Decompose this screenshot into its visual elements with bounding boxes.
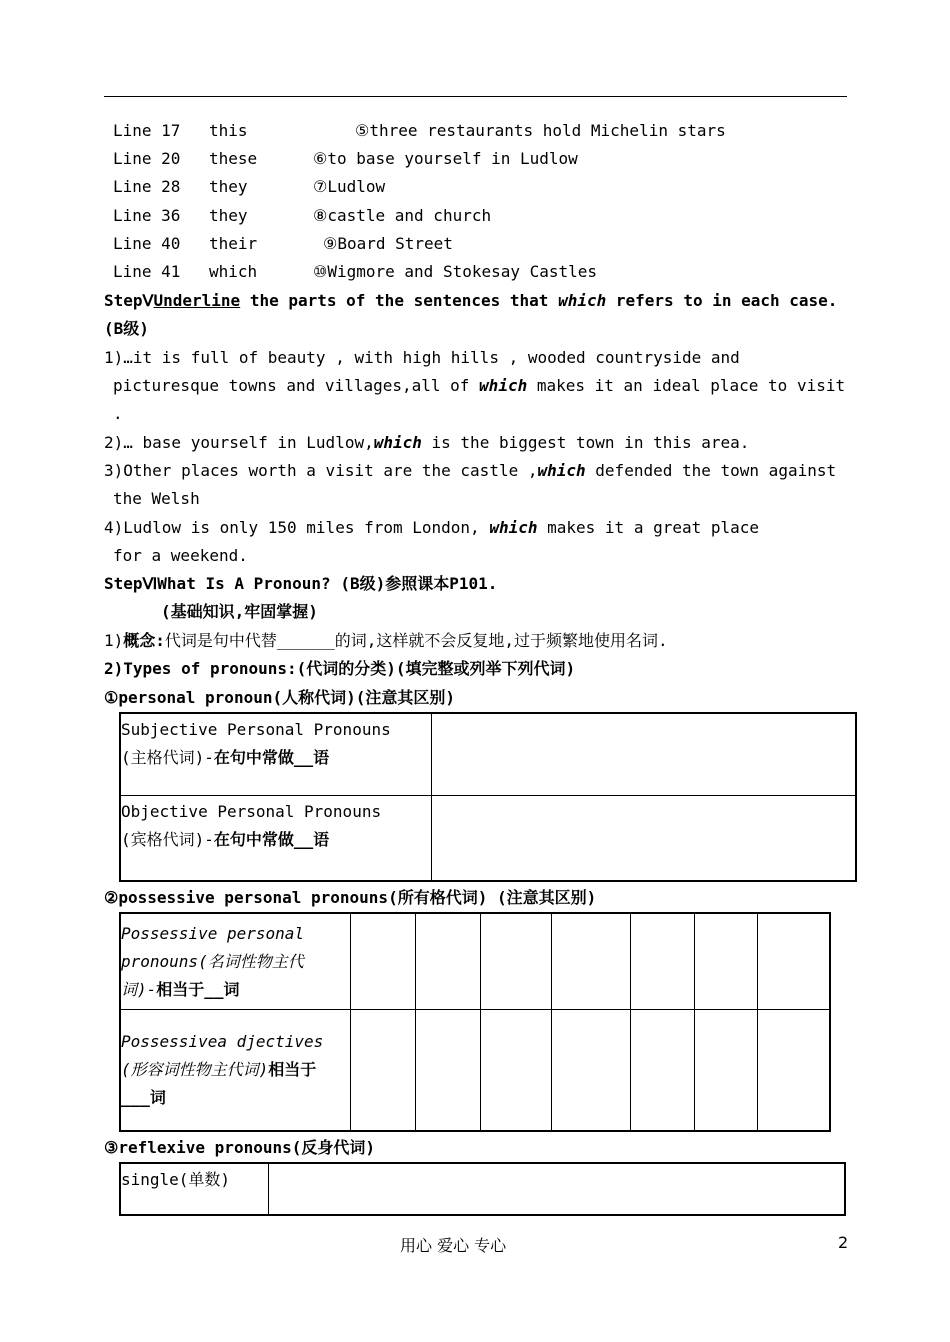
line-ref-word: this <box>209 121 248 140</box>
answer-cell[interactable] <box>552 1009 631 1131</box>
line-ref-line: Line 41 <box>113 262 181 281</box>
which-word: which <box>489 518 538 537</box>
answer-cell[interactable] <box>758 1009 831 1131</box>
line-ref-line: Line 40 <box>113 234 181 253</box>
concept-line <box>104 631 668 651</box>
answer-cell[interactable] <box>758 913 831 1009</box>
sentence-3 <box>104 461 836 481</box>
sentence-1-cont <box>113 376 845 396</box>
sentence-3-cont: the Welsh <box>113 489 200 508</box>
cell-en-text: pronouns(名词性物主代 <box>121 952 304 971</box>
line-ref-line: Line 28 <box>113 177 181 196</box>
possessive-pronoun-table <box>119 912 831 1132</box>
sentence-text: makes it a great place <box>537 518 760 537</box>
table-row <box>120 713 856 795</box>
sentence-text: defended the town against <box>585 461 837 480</box>
answer-cell[interactable] <box>432 713 857 795</box>
cell-zh-text <box>121 744 431 772</box>
sentence-text: makes it an ideal place to visit <box>527 376 846 395</box>
table-row <box>120 1009 830 1131</box>
line-ref-word: which <box>209 262 258 281</box>
line-ref-word: these <box>209 149 258 168</box>
cell-en-text: Possessive personal <box>121 924 305 943</box>
table-cell <box>120 1163 269 1215</box>
which-word: which <box>537 461 586 480</box>
cell-en-text: Subjective Personal Pronouns <box>121 720 391 739</box>
cell-label: single(单数) <box>121 1170 231 1189</box>
answer-cell[interactable] <box>269 1163 846 1215</box>
sentence-text: is the biggest town in this area. <box>421 433 750 452</box>
which-word: which <box>373 433 422 452</box>
personal-heading: ①personal pronoun(人称代词)(注意其区别) <box>104 688 456 707</box>
sentence-2 <box>104 433 749 453</box>
cell-bold-label: 相当于__词 <box>156 980 240 999</box>
sentence-1-end: . <box>113 404 123 423</box>
cell-bold-label: 相当于 <box>268 1059 317 1079</box>
line-ref-target: ⑥to base yourself in Ludlow <box>313 149 578 168</box>
step6-subheading: (基础知识,牢固掌握) <box>161 602 318 621</box>
step5-level: (B级) <box>104 319 149 338</box>
answer-cell[interactable] <box>351 1009 416 1131</box>
answer-cell[interactable] <box>481 1009 552 1131</box>
cell-zh-text <box>121 976 350 1004</box>
step5-underline-word: Underline <box>153 291 241 310</box>
cell-zh-text <box>121 1056 350 1084</box>
answer-cell[interactable] <box>695 913 758 1009</box>
line-ref-target: ⑤three restaurants hold Michelin stars <box>355 121 726 140</box>
sentence-text: picturesque towns and villages,all of <box>113 376 480 395</box>
answer-cell[interactable] <box>432 795 857 881</box>
sentence-text: 4)Ludlow is only 150 miles from London, <box>104 518 490 537</box>
possessive-heading: ②possessive personal pronouns(所有格代词) (注意其区别) <box>104 888 597 907</box>
sentence-4 <box>104 518 759 538</box>
line-ref-line: Line 36 <box>113 206 181 225</box>
step6-heading: StepⅥWhat Is A Pronoun? (B级)参照课本P101. <box>104 574 498 593</box>
line-ref-word: they <box>209 206 248 225</box>
table-cell <box>120 795 432 881</box>
reflexive-pronoun-table <box>119 1162 846 1216</box>
cell-zh-label: (宾格代词)- <box>121 829 214 849</box>
cell-zh-label: 词)- <box>121 980 157 999</box>
answer-cell[interactable] <box>695 1009 758 1131</box>
footer-motto: 用心 爱心 专心 <box>400 1236 507 1255</box>
header-rule <box>104 96 847 97</box>
line-ref-word: they <box>209 177 248 196</box>
concept-number: 1) <box>104 631 124 650</box>
cell-bold-label: 在句中常做__语 <box>213 748 330 767</box>
step5-text: the parts of the sentences that <box>240 291 559 310</box>
step5-text: refers to in each case. <box>606 291 838 310</box>
table-row <box>120 913 830 1009</box>
personal-pronoun-table <box>119 712 857 882</box>
line-ref-target: ⑦Ludlow <box>313 177 386 196</box>
answer-cell[interactable] <box>631 1009 695 1131</box>
table-cell <box>120 1009 351 1131</box>
line-ref-target: ⑨Board Street <box>323 234 453 253</box>
line-ref-line: Line 20 <box>113 149 181 168</box>
answer-cell[interactable] <box>481 913 552 1009</box>
cell-zh-label: (形容词性物主代词) <box>121 1059 269 1079</box>
line-ref-target: ⑧castle and church <box>313 206 492 225</box>
cell-zh-text <box>121 826 431 854</box>
table-cell <box>120 713 432 795</box>
cell-en-text: Possessivea djectives <box>121 1031 324 1051</box>
answer-cell[interactable] <box>552 913 631 1009</box>
step5-heading <box>104 291 837 311</box>
sentence-text: 2)… base yourself in Ludlow, <box>104 433 374 452</box>
page-number: 2 <box>838 1233 849 1252</box>
table-cell <box>120 913 351 1009</box>
table-row <box>120 1163 845 1215</box>
cell-en-text: Objective Personal Pronouns <box>121 801 382 821</box>
sentence-text: 3)Other places worth a visit are the castle , <box>104 461 538 480</box>
step5-prefix: StepⅤ <box>104 291 154 310</box>
sentence-4-cont: for a weekend. <box>113 546 248 565</box>
reflexive-heading: ③reflexive pronouns(反身代词) <box>104 1138 376 1157</box>
concept-label: 概念: <box>123 631 165 650</box>
table-row <box>120 795 856 881</box>
types-heading: 2)Types of pronouns:(代词的分类)(填完整或列举下列代词) <box>104 659 576 678</box>
cell-zh-label: (主格代词)- <box>121 748 214 767</box>
cell-bold-label: ___词 <box>121 1087 166 1107</box>
sentence-1: 1)…it is full of beauty , with high hills , wooded countryside and <box>104 348 740 367</box>
line-ref-line: Line 17 <box>113 121 181 140</box>
answer-cell[interactable] <box>631 913 695 1009</box>
line-ref-target: ⑩Wigmore and Stokesay Castles <box>313 262 598 281</box>
answer-cell[interactable] <box>351 913 416 1009</box>
which-word: which <box>479 376 528 395</box>
which-word: which <box>558 291 607 310</box>
cell-bold-label: 在句中常做__语 <box>213 829 330 849</box>
line-ref-word: their <box>209 234 258 253</box>
answer-cell[interactable] <box>416 1009 481 1131</box>
answer-cell[interactable] <box>416 913 481 1009</box>
concept-text: 代词是句中代替______的词,这样就不会反复地,过于频繁地使用名词. <box>164 631 668 650</box>
